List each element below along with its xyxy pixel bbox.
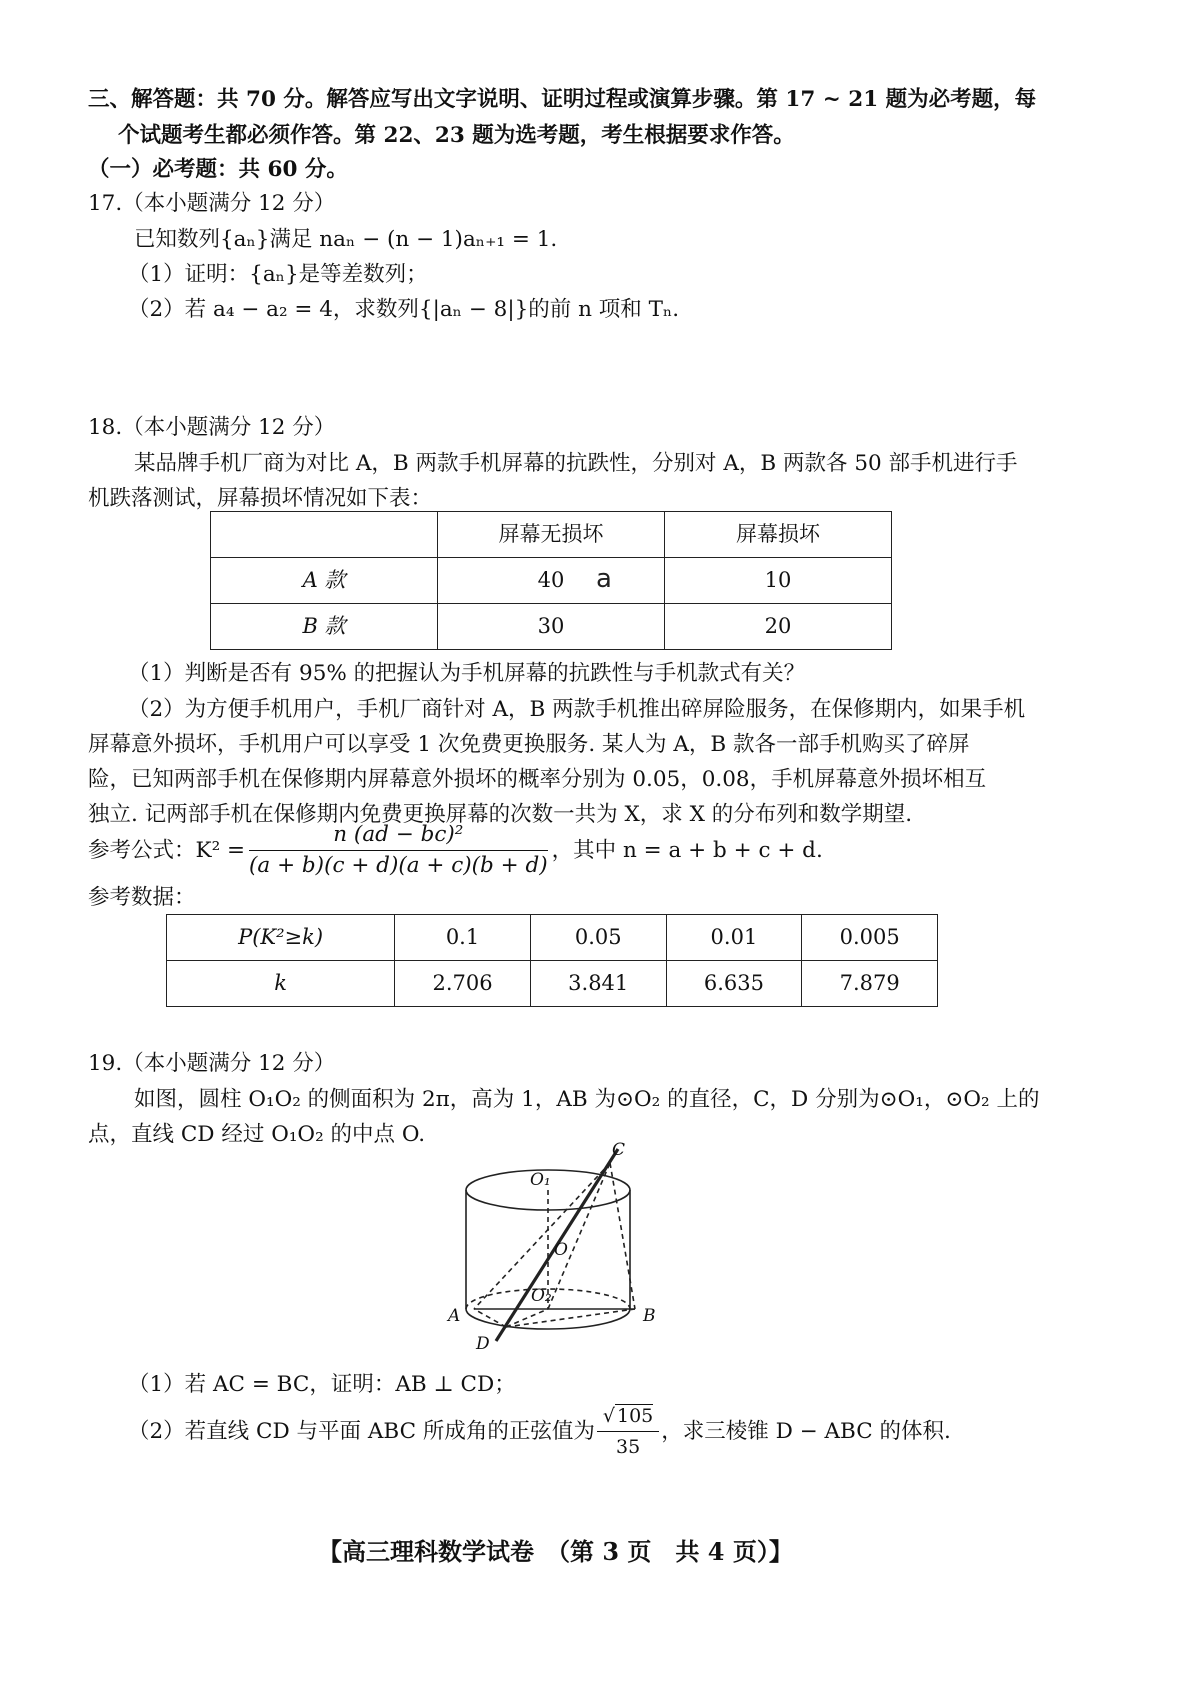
table-cell bbox=[438, 558, 665, 604]
q18-part2-line1: （2）为方便手机用户，手机厂商针对 A，B 两款手机推出碎屏险服务，在保修期内，如果手机 bbox=[128, 697, 1026, 722]
table-cell: 20 bbox=[665, 604, 892, 650]
table-cell: 30 bbox=[438, 604, 665, 650]
q17-title: 17.（本小题满分 12 分） bbox=[88, 191, 336, 216]
q17-stem: 已知数列{aₙ}满足 naₙ − (n − 1)aₙ₊₁ = 1. bbox=[134, 227, 558, 252]
table-cell: A 款 bbox=[211, 558, 438, 604]
label-o2: O₂ bbox=[531, 1286, 552, 1306]
table-cell: 7.879 bbox=[802, 961, 938, 1007]
table-cell: B 款 bbox=[211, 604, 438, 650]
segment-o2c bbox=[548, 1163, 610, 1309]
table-cell: 0.1 bbox=[395, 915, 531, 961]
section-header-line2: 个试题考生都必须作答。第 22、23 题为选考题，考生根据要求作答。 bbox=[118, 123, 795, 148]
q19-part1: （1）若 AC = BC，证明：AB ⊥ CD； bbox=[128, 1372, 516, 1397]
table-row bbox=[211, 558, 892, 604]
table-header-cell bbox=[211, 512, 438, 558]
formula-fraction bbox=[249, 820, 548, 881]
table-cell: 0.01 bbox=[666, 915, 802, 961]
q18-part2-line3: 险，已知两部手机在保修期内屏幕意外损坏的概率分别为 0.05，0.08，手机屏幕意外损坏相互 bbox=[88, 767, 987, 792]
label-c: C bbox=[612, 1140, 626, 1160]
table-header-cell: 屏幕无损坏 bbox=[438, 512, 665, 558]
segment-cb bbox=[610, 1163, 635, 1309]
sine-fraction bbox=[597, 1401, 659, 1462]
label-d: D bbox=[476, 1334, 490, 1354]
q18-part1: （1）判断是否有 95% 的把握认为手机屏幕的抗跌性与手机款式有关？ bbox=[128, 661, 806, 686]
page-footer: 【高三理科数学试卷 （第 3 页 共 4 页）】 bbox=[318, 1537, 793, 1566]
formula-denominator: (a + b)(c + d)(a + c)(b + d) bbox=[249, 852, 548, 878]
table-cell: 0.05 bbox=[530, 915, 666, 961]
q19-part2-post: ，求三棱锥 D − ABC 的体积. bbox=[661, 1418, 951, 1444]
handwritten-mark: a bbox=[596, 564, 612, 594]
label-b: B bbox=[643, 1306, 656, 1326]
required-header: （一）必考题：共 60 分。 bbox=[88, 157, 348, 182]
formula-tail: ，其中 n = a + b + c + d. bbox=[551, 837, 823, 863]
table-cell: 6.635 bbox=[666, 961, 802, 1007]
reference-formula bbox=[88, 818, 823, 882]
segment-da bbox=[474, 1309, 506, 1327]
table-row bbox=[167, 961, 938, 1007]
table-row bbox=[167, 915, 938, 961]
table-row bbox=[211, 604, 892, 650]
table-cell: 2.706 bbox=[395, 961, 531, 1007]
formula-numerator: n (ad − bc)² bbox=[249, 820, 548, 851]
q17-part1: （1）证明：{aₙ}是等差数列； bbox=[128, 262, 428, 287]
sine-denominator: 35 bbox=[615, 1435, 641, 1458]
formula-label: 参考公式：K² = bbox=[88, 837, 246, 863]
label-o: O bbox=[554, 1240, 568, 1260]
damage-table bbox=[210, 511, 892, 650]
cylinder-figure bbox=[430, 1135, 690, 1370]
q18-title: 18.（本小题满分 12 分） bbox=[88, 415, 336, 440]
table-cell: 10 bbox=[665, 558, 892, 604]
table-cell-value: 40 bbox=[537, 568, 565, 592]
q19-part2 bbox=[128, 1398, 951, 1464]
q18-part2-line2: 屏幕意外损坏，手机用户可以享受 1 次免费更换服务. 某人为 A，B 款各一部手机购买了碎屏 bbox=[88, 732, 970, 757]
table-cell: 3.841 bbox=[530, 961, 666, 1007]
label-o1: O₁ bbox=[530, 1170, 551, 1190]
label-a: A bbox=[448, 1306, 461, 1326]
sine-numerator: √ 105 bbox=[597, 1401, 659, 1432]
sine-numerator-radicand: 105 bbox=[617, 1404, 654, 1427]
q19-stem-line2: 点，直线 CD 经过 O₁O₂ 的中点 O. bbox=[88, 1122, 426, 1147]
q19-title: 19.（本小题满分 12 分） bbox=[88, 1051, 336, 1076]
table-cell: P(K²≥k) bbox=[167, 915, 395, 961]
q17-part2: （2）若 a₄ − a₂ = 4，求数列{|aₙ − 8|}的前 n 项和 Tₙ. bbox=[128, 297, 680, 322]
reference-data-label: 参考数据： bbox=[88, 885, 196, 910]
table-cell: 0.005 bbox=[802, 915, 938, 961]
q19-stem-line1: 如图，圆柱 O₁O₂ 的侧面积为 2π，高为 1，AB 为⊙O₂ 的直径，C，D 分别为⊙O₁，⊙O₂ 上的 bbox=[134, 1087, 1040, 1112]
table-header-cell: 屏幕损坏 bbox=[665, 512, 892, 558]
q18-stem-line1: 某品牌手机厂商为对比 A，B 两款手机屏幕的抗跌性，分别对 A，B 两款各 50 部手机进行手 bbox=[134, 451, 1018, 476]
q19-part2-pre: （2）若直线 CD 与平面 ABC 所成角的正弦值为 bbox=[128, 1418, 595, 1444]
bottom-ellipse-front bbox=[466, 1309, 630, 1329]
q18-part2-line4: 独立. 记两部手机在保修期内免费更换屏幕的次数一共为 X，求 X 的分布列和数学期望. bbox=[88, 802, 913, 827]
section-header-line1: 三、解答题：共 70 分。解答应写出文字说明、证明过程或演算步骤。第 17 ~ 21 题为必考题，每 bbox=[88, 87, 1037, 112]
q18-stem-line2: 机跌落测试，屏幕损坏情况如下表： bbox=[88, 486, 433, 511]
table-cell: k bbox=[167, 961, 395, 1007]
critical-value-table bbox=[166, 914, 938, 1007]
